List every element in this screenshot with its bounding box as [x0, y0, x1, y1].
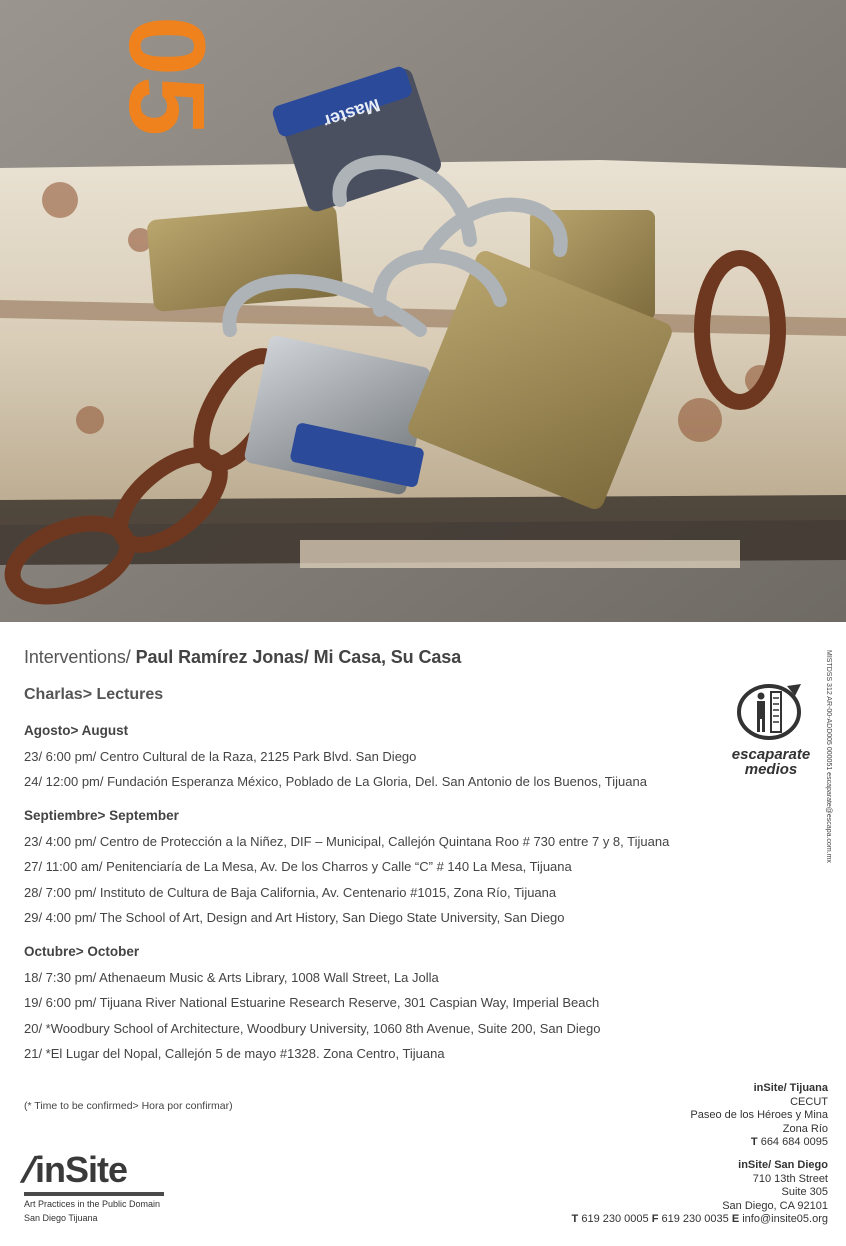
email-label: E [731, 1213, 740, 1225]
phone-label: T [571, 1213, 579, 1225]
phone-number: 619 230 0005 [578, 1213, 652, 1225]
escaparate-icon [735, 680, 807, 742]
event-row: 21/ *El Lugar del Nopal, Callejón 5 de mayo #1328. Zona Centro, Tijuana [24, 1046, 445, 1061]
issue-number: 05 [107, 15, 228, 137]
event-row: 29/ 4:00 pm/ The School of Art, Design and Art History, San Diego State University, San Diego [24, 910, 565, 925]
month-heading: Agosto> August [24, 723, 129, 738]
title-category: Interventions/ [24, 647, 136, 667]
contact-name: inSite/ Tijuana [753, 1082, 828, 1094]
logo-rule [24, 1192, 164, 1196]
event-row: 27/ 11:00 am/ Penitenciaría de La Mesa, Av. De los Charros y Calle “C” # 140 La Mesa, Tijuana [24, 859, 572, 874]
vertical-print-code [820, 650, 834, 863]
event-row: 20/ *Woodbury School of Architecture, Woodbury University, 1060 8th Avenue, Suite 200, San Diego [24, 1021, 601, 1036]
logo-cities: San Diego Tijuana [24, 1213, 98, 1223]
fax-number: 619 230 0035 [658, 1213, 732, 1225]
insite-wordmark [16, 1149, 164, 1190]
section-subtitle: Charlas> Lectures [24, 686, 164, 703]
logo-tagline: Art Practices in the Public Domain [24, 1199, 161, 1209]
escaparate-word: escaparate [731, 746, 811, 763]
event-row: 23/ 4:00 pm/ Centro de Protección a la Niñez, DIF – Municipal, Callejón Quintana Roo # 730 entre 7 y 8, Tijuana [24, 834, 670, 849]
contact-sandiego [572, 1159, 828, 1227]
contact-name: inSite/ San Diego [738, 1159, 828, 1171]
contact-line: Zona Río [782, 1122, 828, 1135]
contact-line: Paseo de los Héroes y Mina [690, 1109, 828, 1121]
print-code-text: MISTDSS 312 AR-00-ADD005 000051 escaparate@escapa.com.mx [825, 650, 832, 863]
event-row: 19/ 6:00 pm/ Tijuana River National Estuarine Research Reserve, 301 Caspian Way, Imperial Beach [24, 995, 600, 1010]
event-row: 24/ 12:00 pm/ Fundación Esperanza México, Poblado de La Gloria, Del. San Antonio de los Buenos, Tijuana [24, 774, 647, 789]
page-title [24, 647, 461, 668]
cover-photo [0, 0, 846, 622]
slash-icon: / [16, 1149, 41, 1190]
contact-line: CECUT [790, 1095, 828, 1108]
contact-line: San Diego, CA 92101 [722, 1199, 828, 1212]
footnote: (* Time to be confirmed> Hora por confirmar) [24, 1100, 233, 1112]
insite-logo [16, 1149, 164, 1224]
event-row: 28/ 7:00 pm/ Instituto de Cultura de Baja California, Av. Centenario #1015, Zona Río, Tijuana [24, 885, 557, 900]
phone-number: 664 684 0095 [757, 1136, 828, 1148]
month-heading: Octubre> October [24, 944, 140, 959]
title-main: Paul Ramírez Jonas/ Mi Casa, Su Casa [135, 647, 462, 667]
event-row: 18/ 7:30 pm/ Athenaeum Music & Arts Library, 1008 Wall Street, La Jolla [24, 970, 439, 985]
medios-word: medios [744, 761, 798, 778]
lock-brand-text: Master [321, 94, 383, 132]
contact-line: 710 13th Street [752, 1172, 828, 1185]
phone-label: T [750, 1136, 758, 1148]
contact-tijuana [690, 1082, 828, 1150]
insite-word: inSite [35, 1149, 128, 1190]
contact-line: Suite 305 [781, 1186, 828, 1198]
email-address: info@insite05.org [739, 1213, 828, 1225]
escaparate-logo [726, 680, 816, 777]
month-heading: Septiembre> September [24, 808, 179, 823]
event-row: 23/ 6:00 pm/ Centro Cultural de la Raza, 2125 Park Blvd. San Diego [24, 749, 417, 764]
fax-label: F [651, 1213, 659, 1225]
orange-05-mark [30, 6, 228, 146]
